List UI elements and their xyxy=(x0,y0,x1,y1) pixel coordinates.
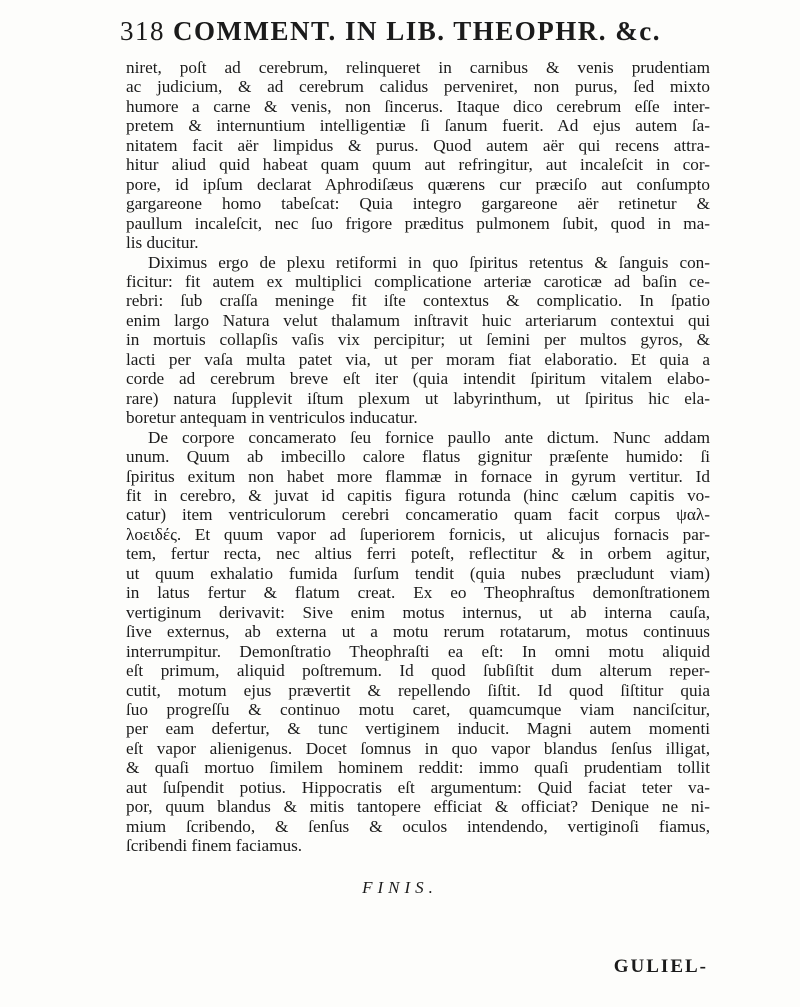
text-line: ſive externus, ab externa ut a motu rerum rotatarum, motus continuus xyxy=(126,622,710,642)
text-line: & quaſi mortuo ſimilem hominem reddit: immo quaſi prudentiam tollit xyxy=(126,758,710,778)
text-line: tem, fertur recta, nec altius ferri poteſt, reflectitur & in orbem agitur, xyxy=(126,544,710,564)
text-line: gargareone homo tabeſcat: Quia integro gargareone aër retinetur & xyxy=(126,194,710,214)
text-line: boretur antequam in ventriculos inducatur. xyxy=(126,408,418,428)
text-line: hitur aliud quid habeat quam quum aut refringitur, aut incaleſcit in cor- xyxy=(126,155,710,175)
text-line: aut ſuſpendit potius. Hippocratis eſt argumentum: Quid faciat teter va- xyxy=(126,777,710,797)
text-line: unum. Quum ab imbecillo calore flatus gignitur præſente humido: ſi xyxy=(126,447,710,467)
body-text xyxy=(126,58,710,856)
text-line: humore a carne & venis, non ſincerus. Itaque dico cerebrum eſſe inter- xyxy=(126,96,710,116)
text-line: ac judicium, & ad cerebrum calidus perveniret, non purus, ſed mixto xyxy=(126,77,710,97)
text-line: in mortuis collapſis vaſis vix percipitur; ut ſemini per multos gyros, & xyxy=(126,330,710,350)
text-line: lacti per vaſa multa patet via, ut per moram fiat elaboratio. Et quia a xyxy=(126,349,710,369)
text-line: paullum incaleſcit, nec ſuo frigore præditus pulmonem ſubit, quod in ma- xyxy=(126,213,710,233)
running-head xyxy=(120,16,690,47)
show-through-text xyxy=(754,842,800,854)
text-line: eſt vapor alienigenus. Docet ſomnus in quo vapor blandus ſenſus illigat, xyxy=(126,738,710,758)
text-line: corde ad cerebrum breve eſt iter (quia intendit ſpiritum vitalem elabo- xyxy=(126,369,710,389)
text-line: por, quum blandus & mitis tantopere efficiat & officiat? Denique ne ni- xyxy=(126,797,710,817)
text-line: eſt primum, aliquid poſtremum. Id quod ſubſiſtit dum alterum reper- xyxy=(126,661,710,681)
text-line: mium ſcribendo, & ſenſus & oculos intendendo, vertiginoſi fiamus, xyxy=(126,816,710,836)
text-line: catur) item ventriculorum cerebri concameratio quam facit corpus ψαλ- xyxy=(126,505,710,525)
text-line: nitatem facit aër limpidus & purus. Quod autem aër qui recens attra- xyxy=(126,135,710,155)
text-line: ſpiritus exitum non habet more flammæ in fornace in gyrum vertitur. Id xyxy=(126,466,710,486)
text-line: lis ducitur. xyxy=(126,233,199,253)
text-line: Diximus ergo de plexu retiformi in quo ſpiritus retentus & ſanguis con- xyxy=(148,252,710,272)
text-line: interrumpitur. Demonſtratio Theophraſti ea eſt: In omni motu aliquid xyxy=(126,641,710,661)
text-line: rare) natura ſupplevit iſtum plexum ut labyrinthum, ut ſpiritus hic ela- xyxy=(126,388,710,408)
text-line: ut quum exhalatio fumida ſurſum tendit (quia nubes præcludunt viam) xyxy=(126,563,710,583)
text-line: ſcribendi finem faciamus. xyxy=(126,836,303,856)
finis-mark: FINIS. xyxy=(362,878,438,897)
text-line: vertiginum derivavit: Sive enim motus internus, ut ab interna cauſa, xyxy=(126,602,710,622)
text-line: cutit, motum ejus prævertit & repellendo ſiſtit. Id quod ſiſtitur quia xyxy=(126,680,710,700)
text-line: De corpore concamerato ſeu fornice paullo ante dictum. Nunc addam xyxy=(148,427,710,447)
text-line: in latus fertur & flatum creat. Ex eo Theophraſtus demonſtrationem xyxy=(126,583,710,603)
text-line: fit in cerebro, & juvat id capitis figura rotunda (hinc cælum capitis vo- xyxy=(126,485,710,505)
page-number: 318 xyxy=(120,16,165,46)
text-line: niret, poſt ad cerebrum, relinqueret in carnibus & venis prudentiam xyxy=(126,58,710,77)
text-line: ſuo progreſſu & continuo motu caret, quamcumque viam nanciſcitur, xyxy=(126,699,710,719)
text-line: ficitur: fit autem ex multiplici complicatione arteriæ caroticæ ad baſin ce- xyxy=(126,271,710,291)
show-through-text xyxy=(754,678,800,690)
catchword: GULIEL- xyxy=(613,956,708,977)
text-line: enim largo Natura velut thalamum inſtravit huic arteriarum contextui qui xyxy=(126,310,710,330)
text-line: pretem & internuntium intelligentiæ ſi ſanum fuerit. Ad ejus autem ſa- xyxy=(126,116,710,136)
text-line: λοειδές. Et quum vapor ad ſuperiorem fornicis, ut alicujus fornacis par- xyxy=(126,524,710,544)
text-line: pore, id ipſum declarat Aphrodiſæus quærens cur præciſo aut conſumpto xyxy=(126,174,710,194)
running-title: COMMENT. IN LIB. THEOPHR. &c. xyxy=(173,16,662,46)
text-line: rebri: ſub craſſa meninge fit iſte contextus & complicatio. In ſpatio xyxy=(126,291,710,311)
text-line: per eam defertur, & tunc vertiginem inducit. Magni autem momenti xyxy=(126,719,710,739)
